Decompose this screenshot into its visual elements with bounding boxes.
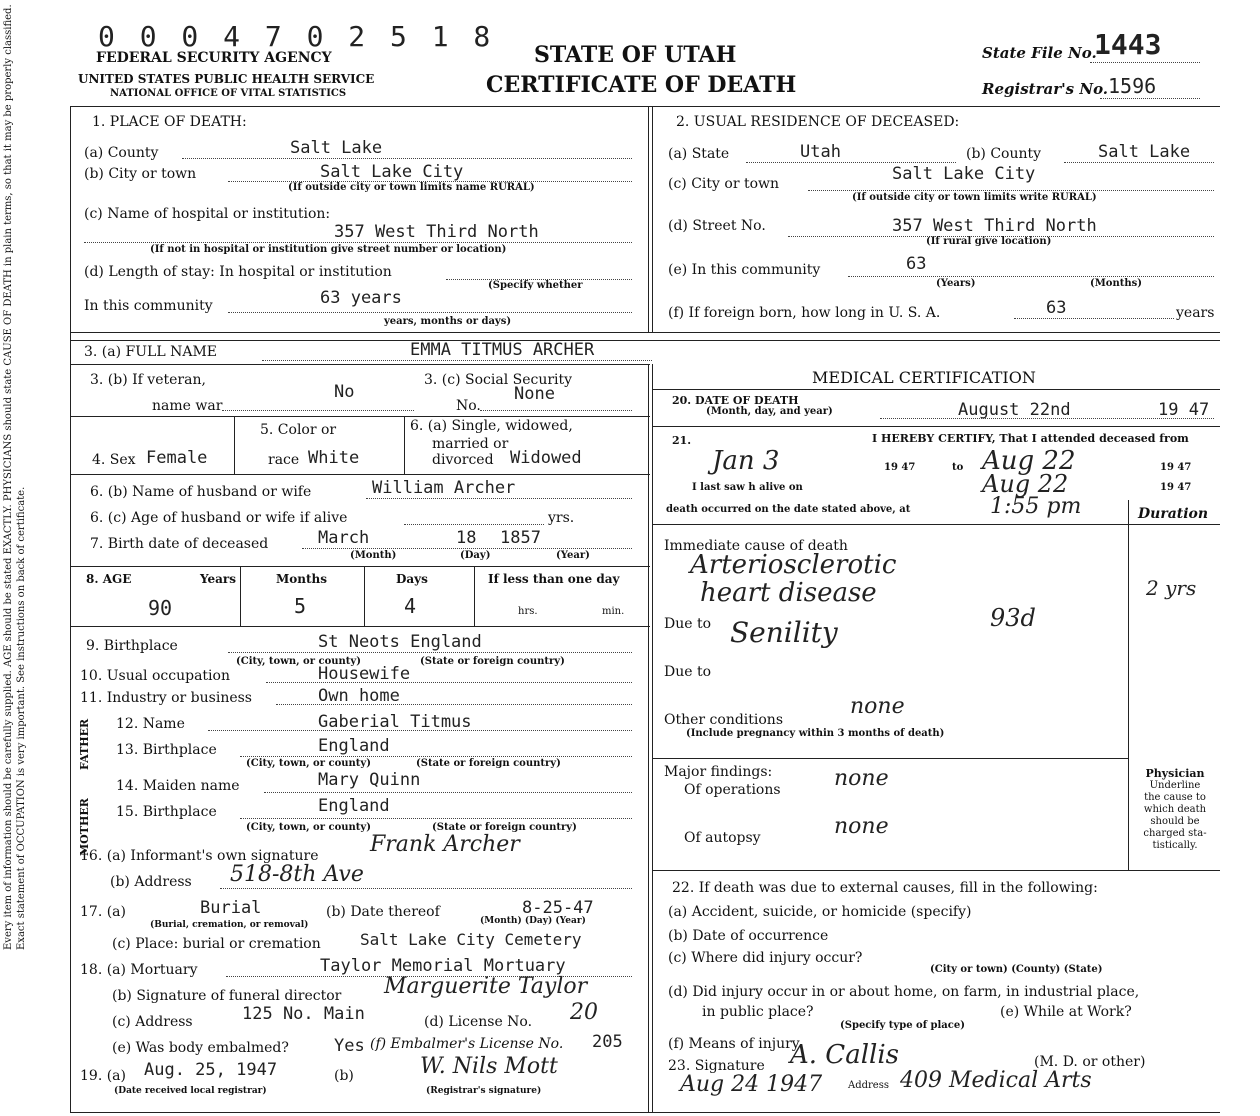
marital-label: 6. (a) Single, widowed, [410, 418, 573, 434]
age-label: 8. AGE [86, 572, 132, 586]
physician-sig-label: 23. Signature [668, 1058, 765, 1074]
death-occurred-label: death occurred on the date stated above, at [666, 504, 911, 515]
mortuary-label: 18. (a) Mortuary [80, 962, 198, 978]
industry-value: Own home [318, 686, 400, 706]
external-e-label: (e) While at Work? [1000, 1004, 1132, 1020]
state-title: STATE OF UTAH [534, 42, 737, 68]
registrar-sig-note: (Registrar's signature) [426, 1086, 542, 1096]
res-community-value: 63 [906, 254, 927, 274]
spouse-label: 6. (b) Name of husband or wife [90, 484, 312, 500]
mother-note-2: (State or foreign country) [432, 822, 577, 833]
birthplace-label: 9. Birthplace [86, 638, 178, 654]
occupation-value: Housewife [318, 664, 411, 684]
mother-name-value: Mary Quinn [318, 770, 421, 790]
physician-address-value: 409 Medical Arts [900, 1068, 1092, 1093]
office-name: NATIONAL OFFICE OF VITAL STATISTICS [110, 88, 347, 99]
months-label: (Months) [1090, 278, 1142, 289]
race-label: race [268, 452, 300, 468]
received-note: (Date received local registrar) [114, 1086, 267, 1096]
father-note-2: (State or foreign country) [416, 758, 561, 769]
state-file-number: 1443 [1094, 28, 1162, 61]
mortuary-address-label: (c) Address [112, 1014, 193, 1030]
embalmer-license-value: 205 [592, 1032, 623, 1052]
burial-type-value: Burial [200, 898, 262, 918]
death-date-value: August 22nd [958, 400, 1071, 420]
attended-from-value: Jan 3 [712, 446, 780, 476]
spouse-value: William Archer [372, 478, 516, 498]
burial-date-value: 8-25-47 [522, 898, 594, 918]
medical-heading: MEDICAL CERTIFICATION [812, 368, 1036, 387]
embalmed-value: Yes [334, 1036, 365, 1056]
birth-date-label: 7. Birth date of deceased [90, 536, 269, 552]
marital-label-3: divorced [432, 452, 494, 468]
age-years-value: 90 [148, 596, 173, 620]
community-label: In this community [84, 298, 213, 314]
father-name-label: 12. Name [116, 716, 185, 732]
father-birthplace-label: 13. Birthplace [116, 742, 217, 758]
due-to-2-label: Due to [664, 664, 712, 680]
certify-text: I HEREBY CERTIFY, That I attended deceased from [872, 432, 1189, 445]
occupation-label: 10. Usual occupation [80, 668, 230, 684]
autopsy-label: Of autopsy [684, 830, 761, 846]
father-note-1: (City, town, or county) [246, 758, 371, 769]
foreign-unit: years [1176, 305, 1215, 321]
physician-note-line: charged sta- [1143, 828, 1207, 839]
hospital-label: (c) Name of hospital or institution: [84, 206, 331, 222]
birth-year-label: (Year) [556, 550, 590, 561]
residence-city-value: Salt Lake City [892, 164, 1036, 184]
informant-address-value: 518-8th Ave [230, 862, 364, 887]
burial-date-label: (b) Date thereof [326, 904, 440, 920]
death-date-note: (Month, day, and year) [706, 406, 833, 417]
serial-number: 0 0 0 4 7 0 2 5 1 8 [98, 20, 495, 53]
age-days-value: 4 [404, 594, 417, 618]
marital-label-2: married or [432, 436, 509, 452]
birthplace-note-1: (City, town, or county) [236, 656, 361, 667]
physician-note-line: the cause to [1144, 792, 1206, 803]
external-a-label: (a) Accident, suicide, or homicide (specify) [668, 904, 972, 920]
director-signature: Marguerite Taylor [384, 974, 588, 999]
father-side-label: FATHER [78, 718, 91, 770]
birth-month-value: March [318, 528, 370, 548]
operations-value: none [834, 766, 889, 791]
physician-sig-note: (M. D. or other) [1034, 1054, 1146, 1070]
burial-place-label: (c) Place: burial or cremation [112, 936, 321, 952]
mother-note-1: (City, town, or county) [246, 822, 371, 833]
mortuary-value: Taylor Memorial Mortuary [320, 956, 566, 976]
residence-city-note: (If outside city or town limits write RURAL) [852, 192, 1097, 203]
color-label: 5. Color or [260, 422, 337, 438]
license-value: 20 [570, 1000, 598, 1025]
death-city-value: Salt Lake City [320, 162, 464, 182]
length-of-stay-label: (d) Length of stay: In hospital or institution [84, 264, 392, 280]
external-c-note: (City or town) (County) (State) [930, 964, 1103, 975]
sex-label: 4. Sex [92, 452, 136, 468]
external-d2-label: in public place? [702, 1004, 814, 1020]
ssn-no-label: No. [456, 398, 481, 414]
birth-year-value: 1857 [500, 528, 541, 548]
veteran-label: 3. (b) If veteran, [90, 372, 206, 388]
birthplace-note-2: (State or foreign country) [420, 656, 565, 667]
duration-label: Duration [1138, 506, 1209, 522]
residence-county-label: (b) County [966, 146, 1042, 162]
other-conditions-value: none [850, 694, 905, 719]
birth-day-value: 18 [456, 528, 477, 548]
full-name-value: EMMA TITMUS ARCHER [410, 340, 595, 360]
physician-note-title: Physician [1145, 767, 1205, 780]
mother-birthplace-value: England [318, 796, 390, 816]
age-months-label: Months [276, 572, 328, 586]
father-birthplace-value: England [318, 736, 390, 756]
death-time-value: 1:55 pm [990, 494, 1082, 519]
external-b-label: (b) Date of occurrence [668, 928, 829, 944]
physician-note-box [1132, 768, 1218, 852]
attended-to-value: Aug 22 [982, 446, 1076, 476]
page-title: CERTIFICATE OF DEATH [486, 72, 797, 98]
race-value: White [308, 448, 360, 468]
burial-type-note: (Burial, cremation, or removal) [150, 920, 309, 930]
external-heading: 22. If death was due to external causes, fill in the following: [672, 880, 1098, 896]
industry-label: 11. Industry or business [80, 690, 252, 706]
hospital-value: 357 West Third North [334, 222, 539, 242]
due-to-1-value: Senility [730, 616, 838, 649]
external-d-note: (Specify type of place) [840, 1020, 965, 1031]
mother-side-label: MOTHER [78, 798, 91, 856]
burial-date-note: (Month) (Day) (Year) [480, 916, 586, 926]
registrar-signature: W. Nils Mott [420, 1054, 558, 1079]
death-county-value: Salt Lake [290, 138, 383, 158]
spouse-age-unit: yrs. [548, 510, 575, 526]
major-findings-label: Major findings: [664, 764, 773, 780]
specify-note: (Specify whether [488, 280, 583, 291]
birth-month-label: (Month) [350, 550, 397, 561]
physician-note-line: Underline [1149, 780, 1201, 791]
agency-name: FEDERAL SECURITY AGENCY [96, 50, 332, 66]
other-conditions-note: (Include pregnancy within 3 months of death) [686, 728, 945, 739]
external-f-label: (f) Means of injury [668, 1036, 800, 1052]
mother-birthplace-label: 15. Birthplace [116, 804, 217, 820]
residence-state-label: (a) State [668, 146, 730, 162]
father-name-value: Gaberial Titmus [318, 712, 472, 732]
attended-to-year: 19 47 [1160, 462, 1192, 473]
immediate-duration-value: 2 yrs [1146, 576, 1197, 600]
residence-city-label: (c) City or town [668, 176, 780, 192]
veteran-war-label: name war [152, 398, 223, 414]
death-city-note: (If outside city or town limits name RURAL) [288, 182, 535, 193]
residence-state-value: Utah [800, 142, 841, 162]
community-note: years, months or days) [384, 316, 512, 327]
death-year-value: 19 47 [1158, 400, 1210, 420]
embalmed-label: (e) Was body embalmed? [112, 1040, 289, 1056]
min-label: min. [602, 606, 625, 617]
embalmer-license-label: (f) Embalmer's License No. [370, 1036, 564, 1052]
external-d1-label: (d) Did injury occur in or about home, on farm, in industrial place, [668, 984, 1140, 1000]
birthplace-value: St Neots England [318, 632, 482, 652]
last-seen-value: Aug 22 [982, 470, 1069, 498]
immediate-cause-label: Immediate cause of death [664, 538, 848, 554]
informant-address-label: (b) Address [110, 874, 192, 890]
ssn-label: 3. (c) Social Security [424, 372, 573, 388]
registrar-label: Registrar's No. [982, 80, 1109, 98]
other-conditions-label: Other conditions [664, 712, 784, 728]
margin-instructions: Every item of information should be carefully supplied. AGE should be stated EXACTLY. PHYSICIANS should state CAUSE OF DEATH in plain terms, so that it may be properly classified. Exact statement of OCCUPATION is very important. See instructions on back of certificate. [3, 4, 27, 950]
informant-signature: Frank Archer [370, 832, 520, 857]
external-c-label: (c) Where did injury occur? [668, 950, 863, 966]
state-file-label: State File No. [982, 44, 1097, 62]
registrar-sig-label: (b) [334, 1068, 354, 1084]
burial-place-value: Salt Lake City Cemetery [360, 930, 582, 949]
years-label: (Years) [936, 278, 976, 289]
marital-value: Widowed [510, 448, 582, 468]
registrar-number: 1596 [1108, 74, 1157, 98]
residence-heading: 2. USUAL RESIDENCE OF DECEASED: [676, 114, 960, 130]
ssn-value: None [514, 384, 555, 404]
operations-label: Of operations [684, 782, 781, 798]
autopsy-value: none [834, 814, 889, 839]
physician-date: Aug 24 1947 [680, 1072, 823, 1097]
mortuary-address-value: 125 No. Main [242, 1004, 365, 1024]
age-years-label: Years [200, 572, 237, 586]
death-date-label: 20. DATE OF DEATH [672, 394, 799, 407]
last-seen-label: I last saw h alive on [692, 482, 803, 493]
service-name: UNITED STATES PUBLIC HEALTH SERVICE [78, 72, 375, 86]
community-value: 63 years [320, 288, 402, 308]
received-date-value: Aug. 25, 1947 [144, 1060, 278, 1080]
place-of-death-heading: 1. PLACE OF DEATH: [92, 114, 247, 130]
burial-label: 17. (a) [80, 904, 126, 920]
hrs-label: hrs. [518, 606, 538, 617]
hospital-note: (If not in hospital or institution give street number or location) [150, 244, 507, 255]
informant-sig-label: 16. (a) Informant's own signature [80, 848, 319, 864]
license-label: (d) License No. [424, 1014, 533, 1030]
physician-note-line: tistically. [1152, 840, 1198, 851]
director-label: (b) Signature of funeral director [112, 988, 342, 1004]
less-than-day-label: If less than one day [488, 572, 620, 586]
attended-from-year: 19 47 [884, 462, 916, 473]
physician-note-line: which death [1143, 804, 1207, 815]
death-city-label: (b) City or town [84, 166, 197, 182]
due-to-1-duration: 93d [990, 604, 1036, 632]
sex-value: Female [146, 448, 208, 468]
res-community-label: (e) In this community [668, 262, 821, 278]
full-name-label: 3. (a) FULL NAME [84, 344, 217, 360]
street-label: (d) Street No. [668, 218, 766, 234]
foreign-value: 63 [1046, 298, 1067, 318]
physician-signature: A. Callis [790, 1040, 899, 1070]
age-months-value: 5 [294, 594, 307, 618]
attended-to-label: to [952, 462, 964, 473]
certify-number: 21. [672, 434, 692, 447]
received-label: 19. (a) [80, 1068, 126, 1084]
last-seen-year: 19 47 [1160, 482, 1192, 493]
foreign-label: (f) If foreign born, how long in U. S. A. [668, 305, 941, 321]
residence-county-value: Salt Lake [1098, 142, 1191, 162]
spouse-age-label: 6. (c) Age of husband or wife if alive [90, 510, 348, 526]
death-county-label: (a) County [84, 145, 159, 161]
street-note: (If rural give location) [926, 236, 1052, 247]
veteran-value: No [334, 382, 355, 402]
immediate-cause-value-2: heart disease [700, 578, 877, 608]
age-days-label: Days [396, 572, 428, 586]
mother-name-label: 14. Maiden name [116, 778, 240, 794]
physician-address-label: Address [848, 1080, 889, 1091]
immediate-cause-value-1: Arteriosclerotic [690, 550, 897, 580]
street-value: 357 West Third North [892, 216, 1097, 236]
physician-note-line: should be [1150, 816, 1200, 827]
birth-day-label: (Day) [460, 550, 491, 561]
due-to-1-label: Due to [664, 616, 712, 632]
